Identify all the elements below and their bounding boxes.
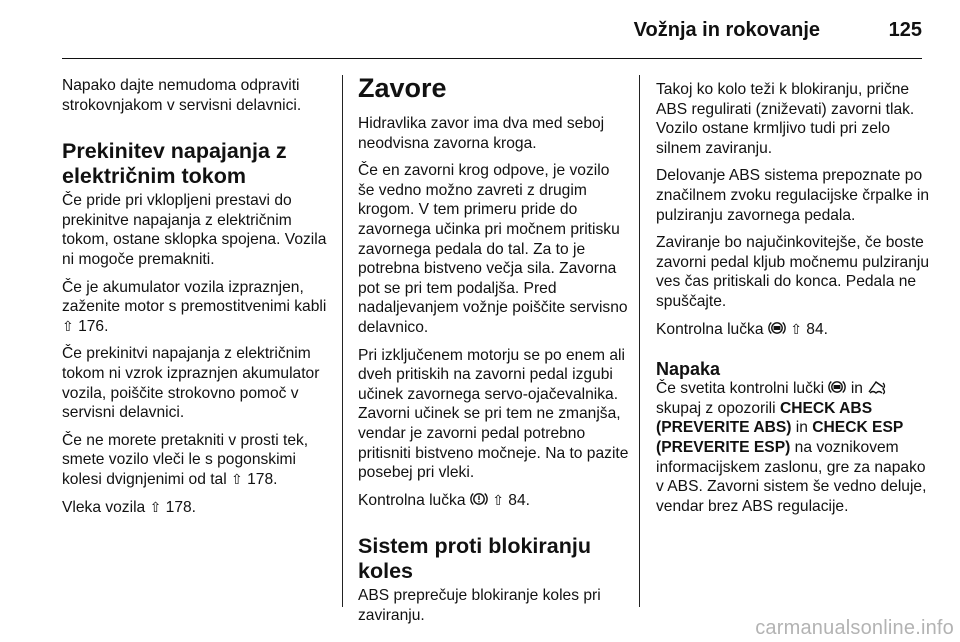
warning-text-esp: CHECK ESP (PREVERITE ESP) <box>656 419 903 456</box>
chapter-title: Vožnja in rokovanje <box>633 19 820 41</box>
brake-warning-icon <box>470 491 488 507</box>
page-ref[interactable]: 84. <box>508 491 530 509</box>
paragraph: Če en zavorni krog odpove, je vozilo še vedno možno zavreti z drugim krogom. V tem primeru pride do zavornega učinka pri močnem pritisku zavornega pedala do tal. Za to je potrebna bistveno večja sila. Zavorna pot se pri tem podaljša. Pred nadaljevanjem vožnje poiščite servisno delavnico. <box>358 162 628 336</box>
paragraph: Zaviranje bo najučinkovitejše, če boste zavorni pedal kljub močnemu pulziranju ves čas pritiskali do konca. Pedala ne spuščajte. <box>656 234 930 310</box>
page-number: 125 <box>888 19 922 41</box>
paragraph: Pri izključenem motorju se po enem ali dveh pritiskih na zavorni pedal izgubi učinek zavornega servo-ojačevalnika. Zavorni učinek se pri tem ne zmanjša, vendar je zavorni pedal potrebno pritisniti bistveno močneje. Na to pazite posebej pri vleki. <box>358 346 629 482</box>
column-3 <box>656 80 930 524</box>
abs-warning-icon <box>828 379 846 395</box>
column-divider-1 <box>342 75 343 607</box>
heading-abs: Sistem proti blokiranju koles <box>358 534 591 584</box>
paragraph: Kontrolna lučka ⇧ 84. <box>358 491 530 509</box>
paragraph: Če prekinitvi napajanja z električnim tokom ni vzrok izpraznjen akumulator vozila, poiščite strokovno pomoč v servisni delavnici. <box>62 345 320 422</box>
column-divider-2 <box>639 75 640 607</box>
heading-power-interruption: Prekinitev napajanja z električnim tokom <box>62 139 287 189</box>
abs-warning-icon <box>768 320 786 336</box>
watermark: carmanualsonline.info <box>755 617 954 639</box>
page-ref-arrow-icon: ⇧ <box>149 498 162 515</box>
paragraph: Delovanje ABS sistema prepoznate po značilnem zvoku regulacijske črpalke in pulziranju zavornega pedala. <box>656 167 930 224</box>
heading-fault: Napaka <box>656 359 721 380</box>
column-2 <box>358 72 630 633</box>
heading-brakes: Zavore <box>358 73 447 103</box>
page-ref[interactable]: 178. <box>165 498 196 516</box>
page-header <box>62 0 922 55</box>
page-ref[interactable]: 178. <box>247 470 278 488</box>
paragraph: Če ne morete pretakniti v prosti tek, smete vozilo vleči le s pogonskimi kolesi dvignjenimi od tal ⇧ 178. <box>62 431 309 488</box>
paragraph: Če svetita kontrolni lučki in skupaj z opozorili CHECK ABS (PREVERITE ABS) in CHECK ESP (PREVERITE ESP) na voznikovem informacijskem zaslonu, gre za napako v ABS. Zavorni sistem še vedno deluje, vendar brez ABS regulacije. <box>656 380 927 515</box>
page-ref-arrow-icon: ⇧ <box>62 317 74 334</box>
paragraph: Takoj ko kolo teži k blokiranju, prične ABS regulirati (zniževati) zavorni tlak. Vozilo ostane krmljivo tudi pri zelo silnem zaviranju. <box>656 81 915 157</box>
paragraph: Hidravlika zavor ima dva med seboj neodvisna zavorna kroga. <box>358 115 605 152</box>
header-rule <box>62 58 922 59</box>
page-ref-arrow-icon: ⇧ <box>231 470 243 487</box>
esp-warning-icon <box>867 379 889 395</box>
paragraph: Če pride pri vklopljeni prestavi do prekinitve napajanja z električnim tokom, ostane sklopka spojena. Vozila ni mogoče premakniti. <box>62 192 327 268</box>
page-ref[interactable]: 84. <box>806 320 828 338</box>
column-1 <box>62 76 330 525</box>
paragraph: Če je akumulator vozila izpraznjen, zaženite motor s premostitvenimi kabli ⇧ 176. <box>62 278 327 335</box>
paragraph: Vleka vozila ⇧ 178. <box>62 498 196 516</box>
warning-text-abs: CHECK ABS (PREVERITE ABS) <box>656 399 873 437</box>
paragraph: Napako dajte nemudoma odpraviti strokovnjakom v servisni delavnici. <box>62 77 302 114</box>
page-ref[interactable]: 176. <box>78 317 109 335</box>
paragraph: ABS preprečuje blokiranje koles pri zaviranju. <box>358 587 601 624</box>
paragraph: Kontrolna lučka ⇧ 84. <box>656 320 828 338</box>
page-ref-arrow-icon: ⇧ <box>492 491 504 508</box>
page-ref-arrow-icon: ⇧ <box>790 320 802 337</box>
